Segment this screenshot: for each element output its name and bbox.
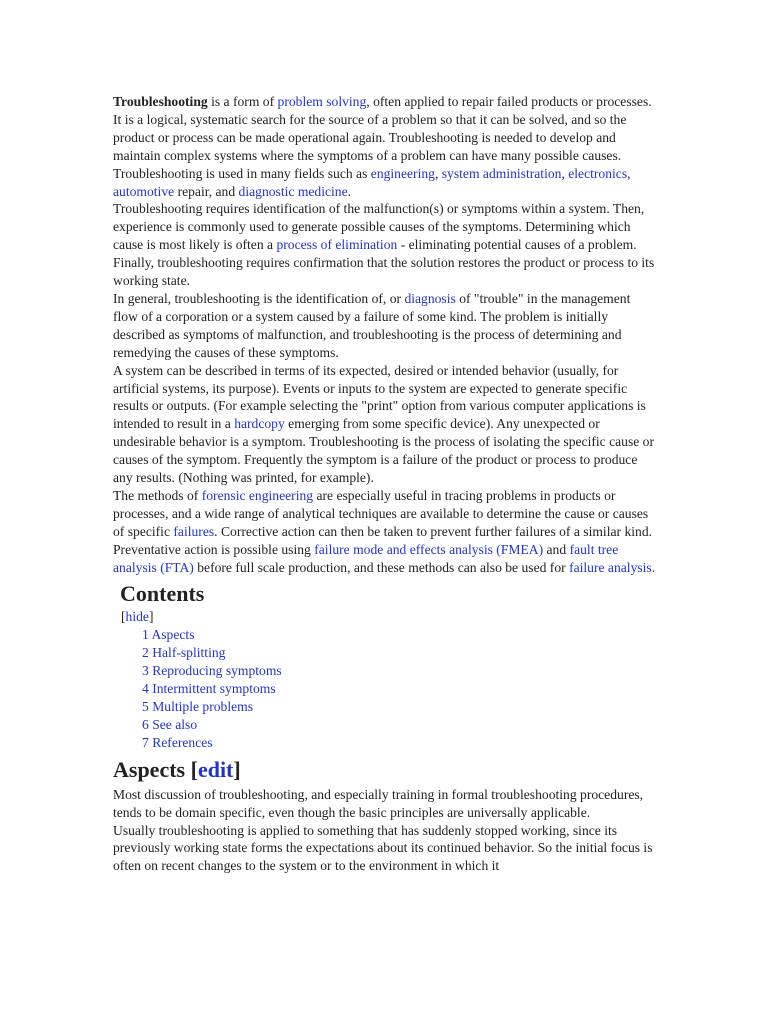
toc-item: [142, 626, 658, 644]
section-heading-aspects: Aspects [edit]: [113, 756, 241, 782]
link-diagnosis[interactable]: diagnosis: [404, 290, 456, 306]
aspects-paragraph-1: Most discussion of troubleshooting, and especially training in formal troubleshooting procedures, tends to be domain specific, even though the basic principles are universally applicable.: [113, 786, 644, 820]
link-automotive[interactable]: automotive: [113, 183, 175, 199]
toc-link-multiple-problems[interactable]: 5 Multiple problems: [142, 699, 254, 714]
methods-paragraph: The methods of forensic engineering are especially useful in tracing problems in products or processes, and a wide range of analytical techniques are available to determine the cause or causes of specific failures. Corrective action can then be taken to prevent further failures of a similar kind. Preventative action is possible using failure mode and effects analysis (FMEA) and fault tree analysis (FTA) before full scale production, and these methods can also be used for failure analysis.: [113, 487, 656, 575]
link-electronics[interactable]: electronics: [568, 165, 628, 181]
link-system-administration[interactable]: system administration: [441, 165, 562, 181]
term-troubleshooting: Troubleshooting: [113, 94, 208, 109]
article-body: [113, 93, 658, 875]
toc-item: [142, 698, 658, 716]
toc-item: [142, 680, 658, 698]
toc-item: [142, 662, 658, 680]
system-paragraph: A system can be described in terms of its expected, desired or intended behavior (usually, for artificial systems, its purpose). Events or inputs to the system are expected to generate specific results or outputs. (For example selecting the "print" option from various computer applications is intended to result in a hardcopy emerging from some specific device). Any unexpected or undesirable behavior is a symptom. Troubleshooting is the process of isolating the specific cause or causes of the symptom. Frequently the symptom is a failure of the product or process to produce any results. (Nothing was printed, for example).: [113, 362, 655, 486]
link-diagnostic-medicine[interactable]: diagnostic medicine: [238, 183, 348, 199]
toc-link-references[interactable]: 7 References: [142, 734, 213, 750]
link-forensic-engineering[interactable]: forensic engineering: [201, 487, 314, 503]
toc-link-see-also[interactable]: 6 See also: [142, 716, 198, 732]
link-fmea[interactable]: failure mode and effects analysis (FMEA): [314, 541, 544, 557]
link-problem-solving[interactable]: problem solving: [277, 94, 367, 109]
intro-paragraph: Troubleshooting is a form of problem solving, often applied to repair failed products or processes. It is a logical, systematic search for the source of a problem so that it can be solved, and so the product or process can be made operational again. Troubleshooting is needed to develop and maintain complex systems where the symptoms of a problem can have many possible causes. Troubleshooting is used in many fields such as engineering, system administration, electronics, automotive repair, and diagnostic medicine.: [113, 94, 652, 199]
toc-link-half-splitting[interactable]: 2 Half-splitting: [142, 645, 226, 661]
link-engineering[interactable]: engineering: [370, 165, 435, 181]
toc-link-reproducing-symptoms[interactable]: 3 Reproducing symptoms: [142, 663, 282, 679]
link-fta[interactable]: fault tree analysis (FTA): [113, 541, 619, 575]
contents-title: Contents: [120, 581, 205, 607]
link-failures[interactable]: failures: [173, 523, 215, 539]
toc-link-intermittent-symptoms[interactable]: 4 Intermittent symptoms: [142, 681, 276, 697]
toc-item: [142, 734, 658, 752]
table-of-contents: [120, 580, 658, 751]
link-hardcopy[interactable]: hardcopy: [234, 416, 285, 432]
section-edit-link[interactable]: edit: [197, 756, 234, 782]
toc-hide-control: [hide]: [121, 609, 154, 625]
link-failure-analysis[interactable]: failure analysis: [569, 559, 652, 575]
toc-item: [142, 716, 658, 734]
toc-hide-link[interactable]: hide: [125, 609, 149, 625]
toc-list: [120, 626, 658, 751]
link-process-of-elimination[interactable]: process of elimination: [276, 237, 398, 253]
general-paragraph: In general, troubleshooting is the identification of, or diagnosis of "trouble" in the management flow of a corporation or a system caused by a failure of some kind. The problem is initially described as symptoms of malfunction, and troubleshooting is the process of determining and remedying the causes of these symptoms.: [113, 290, 631, 360]
identification-paragraph: Troubleshooting requires identification of the malfunction(s) or symptoms within a system. Then, experience is commonly used to generate possible causes of the symptoms. Determining which cause is most likely is often a process of elimination - eliminating potential causes of a problem. Finally, troubleshooting requires confirmation that the solution restores the product or process to its working state.: [113, 201, 655, 289]
aspects-paragraph-2: Usually troubleshooting is applied to something that has suddenly stopped working, since its previously working state forms the expectations about its continued behavior. So the initial focus is often on recent changes to the system or to the environment in which it: [113, 822, 653, 874]
toc-item: [142, 644, 658, 662]
toc-link-aspects[interactable]: 1 Aspects: [142, 627, 195, 643]
